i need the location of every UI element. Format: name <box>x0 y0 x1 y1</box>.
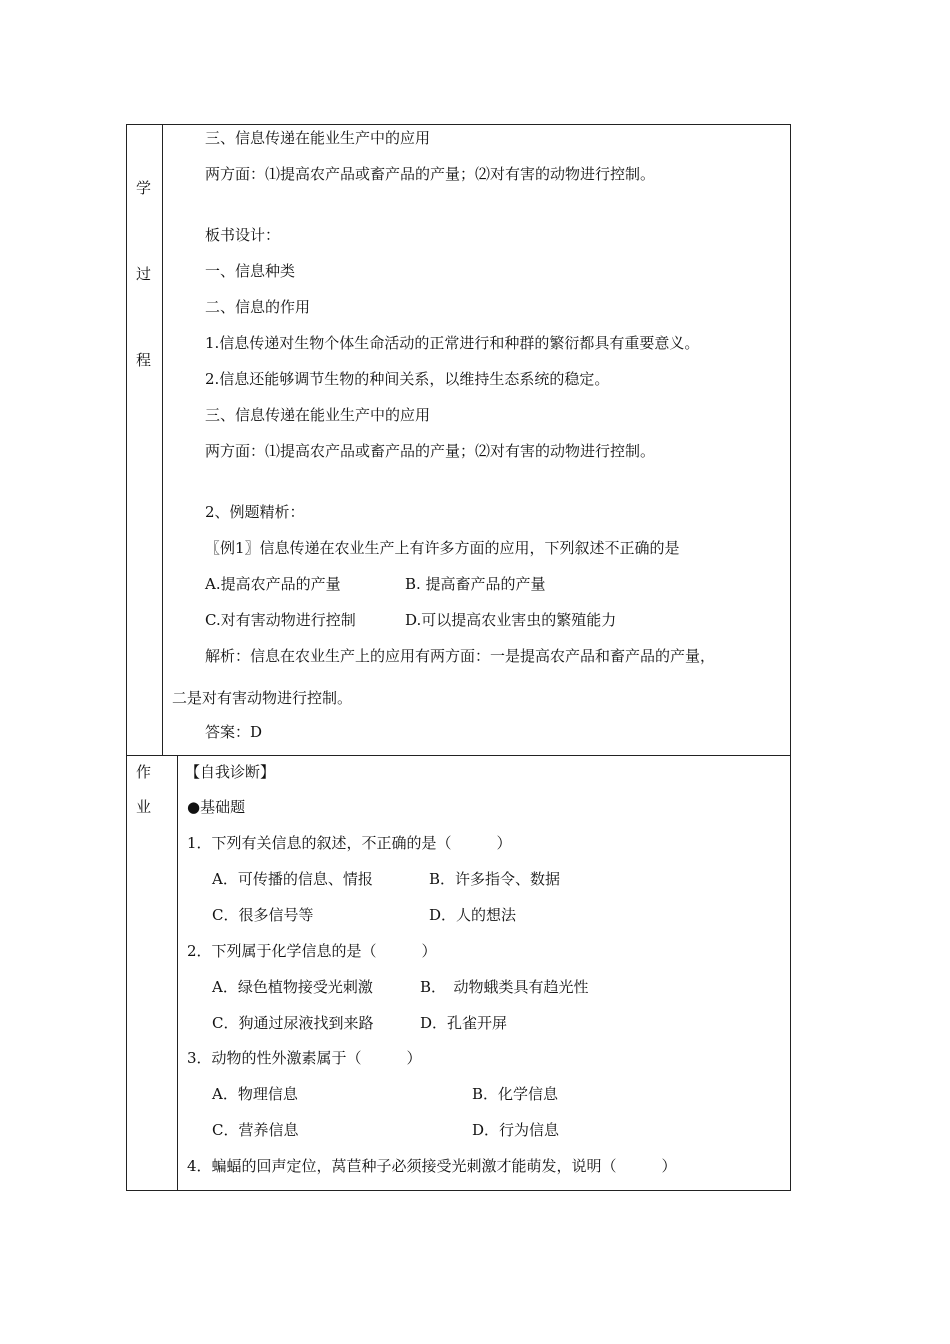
question-option: B．化学信息 <box>472 1085 559 1103</box>
question-option: C．狗通过尿液找到来路 <box>212 1014 374 1032</box>
basic-questions-heading: ●基础题 <box>187 798 246 816</box>
question-option: A．物理信息 <box>212 1085 298 1103</box>
section-label-char: 作 <box>136 763 152 781</box>
question-option: A．可传播的信息、情报 <box>212 870 373 888</box>
example-question: 〖例1〗信息传递在农业生产上有许多方面的应用，下列叙述不正确的是 <box>205 539 680 557</box>
answer-line: 答案：D <box>205 723 263 741</box>
question-option: D．孔雀开屏 <box>420 1014 508 1032</box>
content-line: 2、例题精析： <box>205 503 305 521</box>
content-line: 板书设计： <box>205 226 281 244</box>
content-line: 两方面：⑴提高农产品或畜产品的产量；⑵对有害的动物进行控制。 <box>205 442 656 460</box>
content-line: 2.信息还能够调节生物的种间关系，以维持生态系统的稳定。 <box>205 370 610 388</box>
option-a: A.提高农产品的产量 <box>205 575 341 593</box>
option-b: B. 提高畜产品的产量 <box>405 575 546 593</box>
option-d: D.可以提高农业害虫的繁殖能力 <box>405 611 617 629</box>
section-label-char: 程 <box>136 351 152 369</box>
content-line: 三、信息传递在能业生产中的应用 <box>205 129 431 147</box>
content-line: 1.信息传递对生物个体生命活动的正常进行和种群的繁衍都具有重要意义。 <box>205 334 700 352</box>
analysis-line: 解析：信息在农业生产上的应用有两方面：一是提高农产品和畜产品的产量， <box>205 647 716 665</box>
analysis-line: 二是对有害动物进行控制。 <box>172 689 353 707</box>
section-label-char: 业 <box>136 798 152 816</box>
option-c: C.对有害动物进行控制 <box>205 611 356 629</box>
row-divider <box>126 755 791 756</box>
question-stem: 3．动物的性外激素属于（ ） <box>187 1049 422 1067</box>
self-diagnosis-heading: 【自我诊断】 <box>185 763 276 781</box>
content-line: 三、信息传递在能业生产中的应用 <box>205 406 431 424</box>
content-line: 二、信息的作用 <box>205 298 311 316</box>
question-stem: 1．下列有关信息的叙述，不正确的是（ ） <box>187 834 512 852</box>
content-line: 两方面：⑴提高农产品或畜产品的产量；⑵对有害的动物进行控制。 <box>205 165 656 183</box>
question-stem: 2．下列属于化学信息的是（ ） <box>187 942 437 960</box>
content-line: 一、信息种类 <box>205 262 296 280</box>
question-option: D．行为信息 <box>472 1121 560 1139</box>
question-stem: 4．蝙蝠的回声定位，莴苣种子必须接受光刺激才能萌发，说明（ ） <box>187 1157 677 1175</box>
section-label-char: 学 <box>136 179 152 197</box>
question-option: D．人的想法 <box>429 906 517 924</box>
question-option: B．许多指令、数据 <box>429 870 561 888</box>
label-column-divider-top <box>162 124 163 755</box>
question-option: C．营养信息 <box>212 1121 299 1139</box>
question-option: B． 动物蛾类具有趋光性 <box>420 978 589 996</box>
question-option: A．绿色植物接受光刺激 <box>212 978 373 996</box>
label-column-divider-bottom <box>177 755 178 1191</box>
question-option: C．很多信号等 <box>212 906 314 924</box>
section-label-char: 过 <box>136 265 152 283</box>
